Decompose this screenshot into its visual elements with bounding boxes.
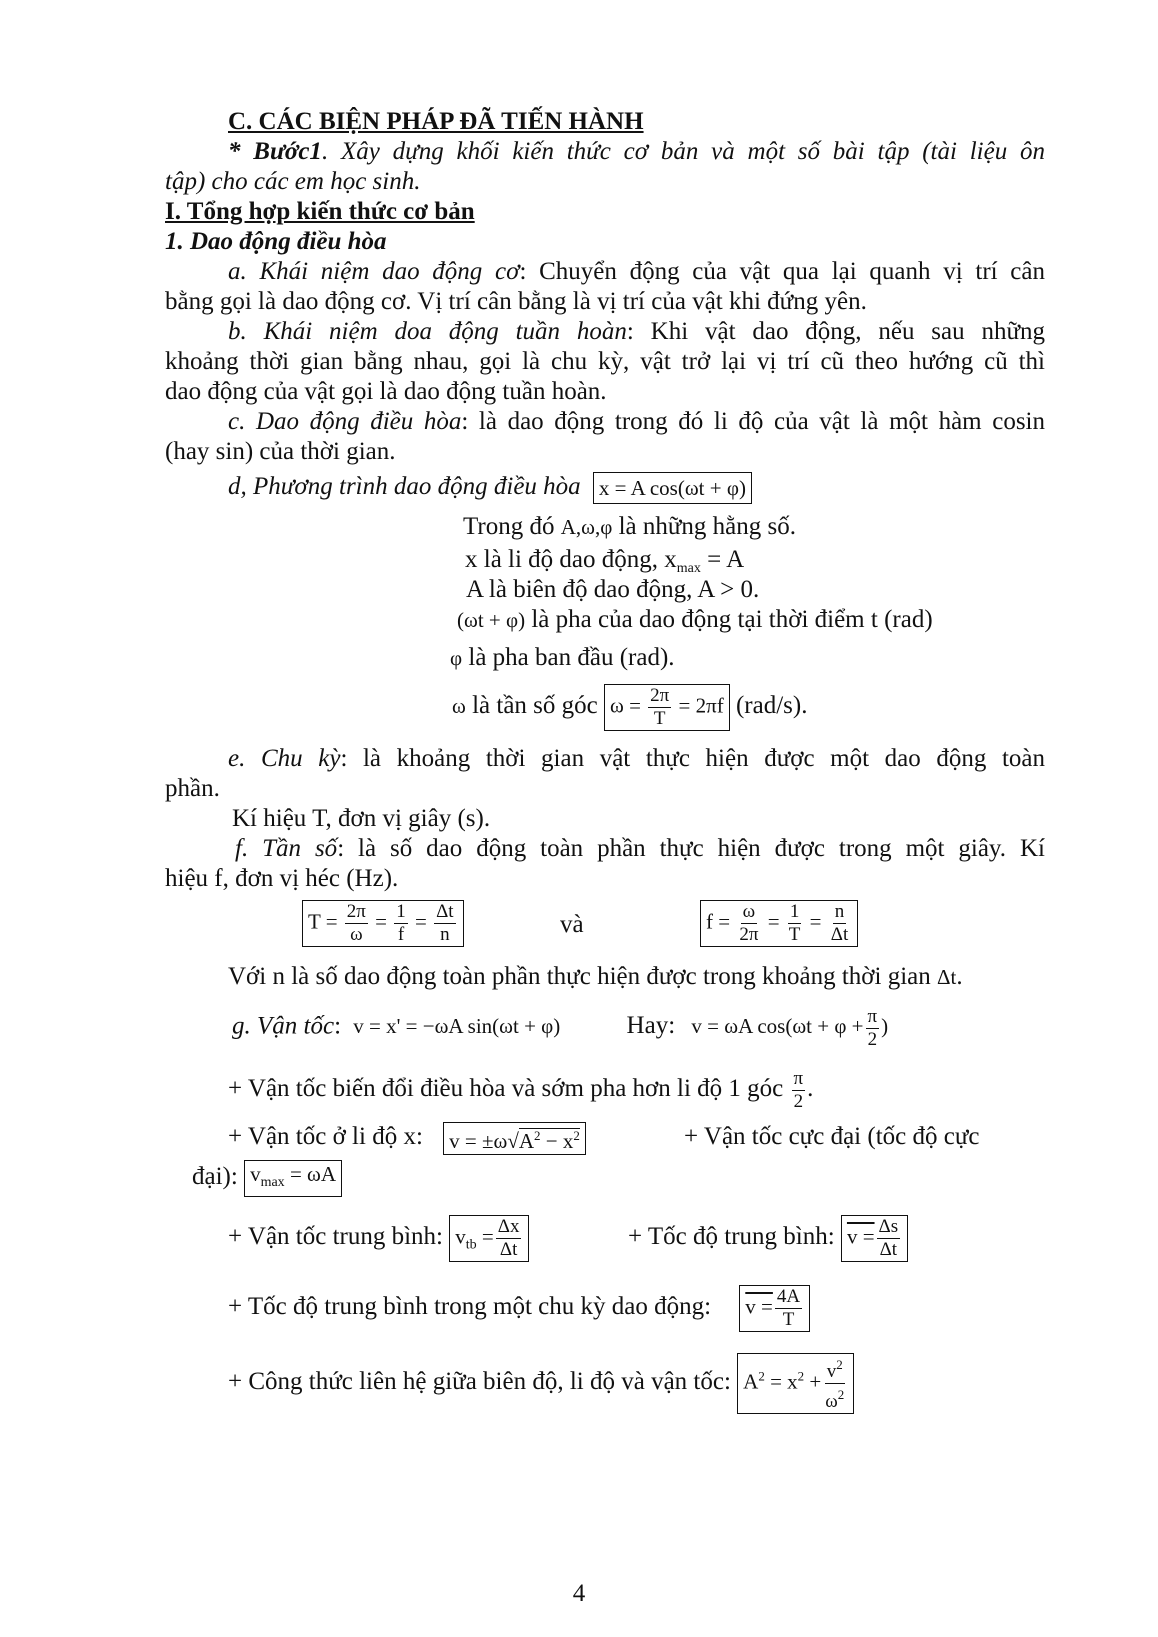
bullet2-text: + Vận tốc ở li độ x: bbox=[228, 1123, 430, 1151]
avg-velocity-frac bbox=[496, 1216, 522, 1261]
bullet1-den: 2 bbox=[793, 1091, 804, 1112]
period-frac3-den: n bbox=[440, 924, 450, 945]
bullet5-text: + Tốc độ trung bình: bbox=[628, 1223, 841, 1251]
x-line-suffix: = A bbox=[700, 546, 745, 573]
frequency-frac2-den: T bbox=[788, 924, 801, 945]
bullet1-frac bbox=[792, 1068, 806, 1113]
relation-box bbox=[737, 1353, 854, 1414]
item-a-line2: bằng gọi là dao động cơ. Vị trí cân bằng là vị trí của vật khi đứng yên. bbox=[165, 288, 867, 315]
period-lhs: T = bbox=[308, 909, 338, 934]
bullet-average-velocity bbox=[228, 1215, 529, 1262]
constants-line bbox=[463, 512, 796, 542]
relation-num: v bbox=[826, 1361, 837, 1382]
and-word: và bbox=[560, 911, 584, 938]
angular-frequency-box bbox=[604, 684, 730, 731]
relation-sup-x: 2 bbox=[797, 1368, 805, 1384]
item-b-label: b. Khái niệm doa động tuần hoàn bbox=[228, 318, 627, 345]
period-frac1-den: ω bbox=[350, 924, 363, 945]
bullet-phase-lead bbox=[228, 1068, 813, 1113]
step1-text1: . Xây dựng khối kiến thức cơ bản và một số bài tập (tài liệu ôn bbox=[321, 138, 1045, 165]
item-f-line1 bbox=[165, 834, 1045, 864]
bullet-max-velocity-line bbox=[192, 1160, 342, 1197]
section-c-heading: C. CÁC BIỆN PHÁP ĐÃ TIẾN HÀNH bbox=[228, 108, 644, 135]
item-f-text1: : là số dao động toàn phần thực hiện được trong một giây. Kí bbox=[337, 835, 1045, 862]
period-frac1 bbox=[345, 901, 368, 946]
item-a-line1 bbox=[165, 257, 1045, 287]
omega-formula-right: = 2πf bbox=[678, 693, 724, 718]
omega-formula-left: ω = bbox=[610, 693, 641, 718]
avg-velocity-v: v bbox=[455, 1224, 466, 1249]
velocity-cos-right: ) bbox=[881, 1014, 889, 1039]
frequency-frac1-den: 2π bbox=[739, 924, 759, 945]
avg-speed-frac bbox=[877, 1216, 901, 1261]
constants-prefix: Trong đó bbox=[463, 513, 561, 540]
item-b-line3: dao động của vật gọi là dao động tuần hoàn. bbox=[165, 378, 607, 405]
omega-frac-den: T bbox=[653, 708, 666, 729]
item-c-line1 bbox=[165, 407, 1045, 437]
relation-plus: + bbox=[804, 1369, 822, 1394]
frequency-frac3-num: n bbox=[834, 901, 845, 922]
max-velocity-right: = ωA bbox=[284, 1162, 337, 1186]
relation-sup-v: 2 bbox=[836, 1357, 843, 1372]
period-frac1-num: 2π bbox=[346, 901, 366, 922]
n-note-symbol: Δt bbox=[937, 965, 957, 989]
omega-fraction bbox=[648, 685, 671, 730]
section1-title: I. Tổng hợp kiến thức cơ bản bbox=[165, 198, 475, 225]
frequency-frac2-num: 1 bbox=[789, 901, 800, 922]
velocity-at-x-left: v = ±ω√ bbox=[449, 1129, 519, 1153]
period-frac3 bbox=[434, 901, 456, 946]
omega-symbol: ω bbox=[452, 694, 466, 719]
period-frac2-num: 1 bbox=[396, 901, 406, 922]
constants-suffix: là những hằng số. bbox=[612, 513, 796, 540]
item-b-line2: khoảng thời gian bằng nhau, gọi là chu kỳ, vật trở lại vị trí cũ theo hướng cũ thì bbox=[165, 348, 1045, 375]
oscillation-equation-box: x = A cos(ωt + φ) bbox=[593, 472, 752, 504]
frequency-frac1-num: ω bbox=[742, 901, 756, 922]
frequency-lhs: f = bbox=[706, 909, 731, 934]
phase-line bbox=[457, 605, 933, 635]
velocity-cos-left: v = ωA cos(ωt + φ + bbox=[691, 1014, 864, 1039]
velocity-cos-den: 2 bbox=[867, 1029, 878, 1050]
item-c-text1: : là dao động trong đó li độ của vật là một hàm cosin bbox=[461, 408, 1045, 435]
omega-line bbox=[452, 684, 807, 731]
period-speed-frac bbox=[775, 1286, 802, 1331]
avg-velocity-sub: tb bbox=[465, 1237, 477, 1253]
velocity-formula-cos bbox=[691, 1006, 889, 1050]
step1-line1 bbox=[165, 137, 1045, 167]
constants-symbols: A,ω,φ bbox=[560, 515, 613, 539]
bullet1-end: . bbox=[807, 1075, 814, 1103]
item-b-line1 bbox=[165, 317, 1045, 347]
omega-text: là tần số góc bbox=[465, 692, 604, 720]
period-speed-num: 4A bbox=[776, 1286, 801, 1307]
bullet1-text: + Vận tốc biến đổi điều hòa và sớm pha hơn li độ 1 góc bbox=[228, 1075, 790, 1103]
bullet1-num: π bbox=[793, 1068, 804, 1089]
avg-speed-den: Δt bbox=[879, 1239, 898, 1260]
x-line-sub: max bbox=[676, 561, 701, 576]
x-line-prefix: x là li độ dao động, x bbox=[465, 546, 677, 573]
avg-speed-num: Δs bbox=[878, 1216, 899, 1237]
item-e-label: e. Chu kỳ bbox=[228, 745, 341, 772]
bullet-max-velocity-label: + Vận tốc cực đại (tốc độ cực bbox=[684, 1123, 980, 1150]
n-note-text: Với n là số dao động toàn phần thực hiện được trong khoảng thời gian bbox=[228, 963, 937, 990]
bullet4-text: + Vận tốc trung bình: bbox=[228, 1223, 450, 1251]
period-frac3-num: Δt bbox=[436, 901, 454, 922]
item-g-colon: : bbox=[334, 1012, 342, 1040]
step1-line2: tập) cho các em học sinh. bbox=[165, 168, 421, 195]
avg-velocity-num: Δx bbox=[497, 1216, 520, 1237]
frequency-formula-line bbox=[700, 900, 858, 947]
n-note-line bbox=[228, 962, 963, 992]
period-frac2-den: f bbox=[397, 924, 405, 945]
velocity-cos-num: π bbox=[867, 1006, 878, 1027]
relation-frac bbox=[823, 1354, 846, 1413]
relation-a: A bbox=[743, 1369, 759, 1394]
velocity-formula-sin: v = x' = −ωA sin(ωt + φ) bbox=[353, 1014, 561, 1039]
frequency-frac3-den: Δt bbox=[830, 924, 849, 945]
average-velocity-box bbox=[449, 1215, 529, 1262]
item-a-label: a. Khái niệm dao động cơ bbox=[228, 258, 520, 285]
period-frac2 bbox=[394, 901, 408, 946]
bullet7-text: + Công thức liên hệ giữa biên độ, li độ và vận tốc: bbox=[228, 1368, 738, 1396]
bullet-relation bbox=[228, 1353, 854, 1414]
item-b-text1: : Khi vật dao động, nếu sau những bbox=[626, 318, 1045, 345]
n-note-end: . bbox=[956, 963, 963, 990]
period-formula-box: T = $\frac{2\pi}{\omega}$ = $\frac{1}{f}$ = $\frac{\Delta t}{n}$ bbox=[302, 900, 464, 947]
item-e-text1: : là khoảng thời gian vật thực hiện được một dao động toàn bbox=[340, 745, 1046, 772]
period-speed-den: T bbox=[782, 1309, 795, 1330]
subsection1-title: 1. Dao động điều hòa bbox=[165, 228, 387, 255]
relation-den: ω bbox=[825, 1391, 838, 1412]
item-e-line2: phần. bbox=[165, 775, 220, 802]
item-g-line bbox=[232, 1006, 888, 1051]
frequency-frac2 bbox=[787, 901, 803, 946]
item-d-line bbox=[228, 472, 752, 504]
item-a-text1: : Chuyển động của vật qua lại quanh vị trí cân bbox=[519, 258, 1045, 285]
amplitude-line: A là biên độ dao động, A > 0. bbox=[466, 576, 760, 603]
velocity-at-x-box bbox=[443, 1122, 586, 1155]
bullet6-text: + Tốc độ trung bình trong một chu kỳ dao động: bbox=[228, 1293, 718, 1321]
avg-speed-lhs: v = bbox=[846, 1224, 875, 1249]
relation-sup-w: 2 bbox=[837, 1387, 845, 1402]
average-speed-box bbox=[841, 1215, 908, 1262]
item-e-line3: Kí hiệu T, đơn vị giây (s). bbox=[232, 805, 491, 832]
item-d-label: d, Phương trình dao động điều hòa bbox=[228, 473, 581, 500]
avg-velocity-eq: = bbox=[476, 1224, 494, 1249]
phi-text: là pha ban đầu (rad). bbox=[462, 644, 675, 671]
step1-label: * Bước1 bbox=[228, 138, 322, 165]
avg-velocity-den: Δt bbox=[499, 1239, 518, 1260]
frequency-frac3 bbox=[829, 901, 851, 946]
phi-symbol: φ bbox=[450, 646, 463, 670]
velocity-at-x-mid: − x bbox=[540, 1129, 574, 1153]
bullet-average-speed bbox=[628, 1215, 908, 1262]
frequency-frac1 bbox=[737, 901, 760, 946]
item-c-line2: (hay sin) của thời gian. bbox=[165, 438, 396, 465]
velocity-at-x-sup-a: 2 bbox=[534, 1128, 541, 1143]
item-g-label: g. Vận tốc bbox=[232, 1012, 335, 1040]
velocity-at-x-sup-x: 2 bbox=[573, 1128, 580, 1143]
item-f-label: f. Tần số bbox=[235, 835, 338, 862]
page-number: 4 bbox=[572, 1580, 586, 1607]
item-e-line1 bbox=[165, 744, 1045, 774]
bullet-period-speed bbox=[228, 1285, 810, 1332]
phase-symbol: (ωt + φ) bbox=[457, 608, 526, 632]
period-speed-box bbox=[739, 1285, 810, 1332]
relation-sup-a: 2 bbox=[758, 1368, 765, 1384]
bullet-velocity-at-x bbox=[228, 1122, 586, 1155]
frequency-formula-box: f = $\frac{\omega}{2\pi}$ = $\frac{1}{T}$ = $\frac{n}{\Delta t}$ bbox=[700, 900, 858, 947]
max-velocity-v: v bbox=[250, 1162, 261, 1186]
phi-line bbox=[450, 643, 675, 673]
period-speed-lhs: v = bbox=[745, 1294, 773, 1319]
omega-unit: (rad/s). bbox=[729, 692, 808, 720]
max-velocity-box bbox=[244, 1160, 342, 1197]
item-f-line2: hiệu f, đơn vị héc (Hz). bbox=[165, 865, 399, 892]
max-velocity-sub: max bbox=[260, 1175, 285, 1190]
item-c-label: c. Dao động điều hòa bbox=[228, 408, 462, 435]
omega-frac-num: 2π bbox=[650, 685, 670, 706]
velocity-at-x-a: A bbox=[518, 1129, 535, 1153]
item-g-hay: Hay: bbox=[626, 1012, 676, 1040]
phase-text: là pha của dao động tại thời điểm t (rad) bbox=[525, 606, 933, 633]
relation-x: = x bbox=[764, 1369, 798, 1394]
period-formula-line bbox=[302, 900, 464, 947]
velocity-cos-frac bbox=[866, 1006, 880, 1051]
bullet3-text: đại): bbox=[192, 1163, 245, 1191]
